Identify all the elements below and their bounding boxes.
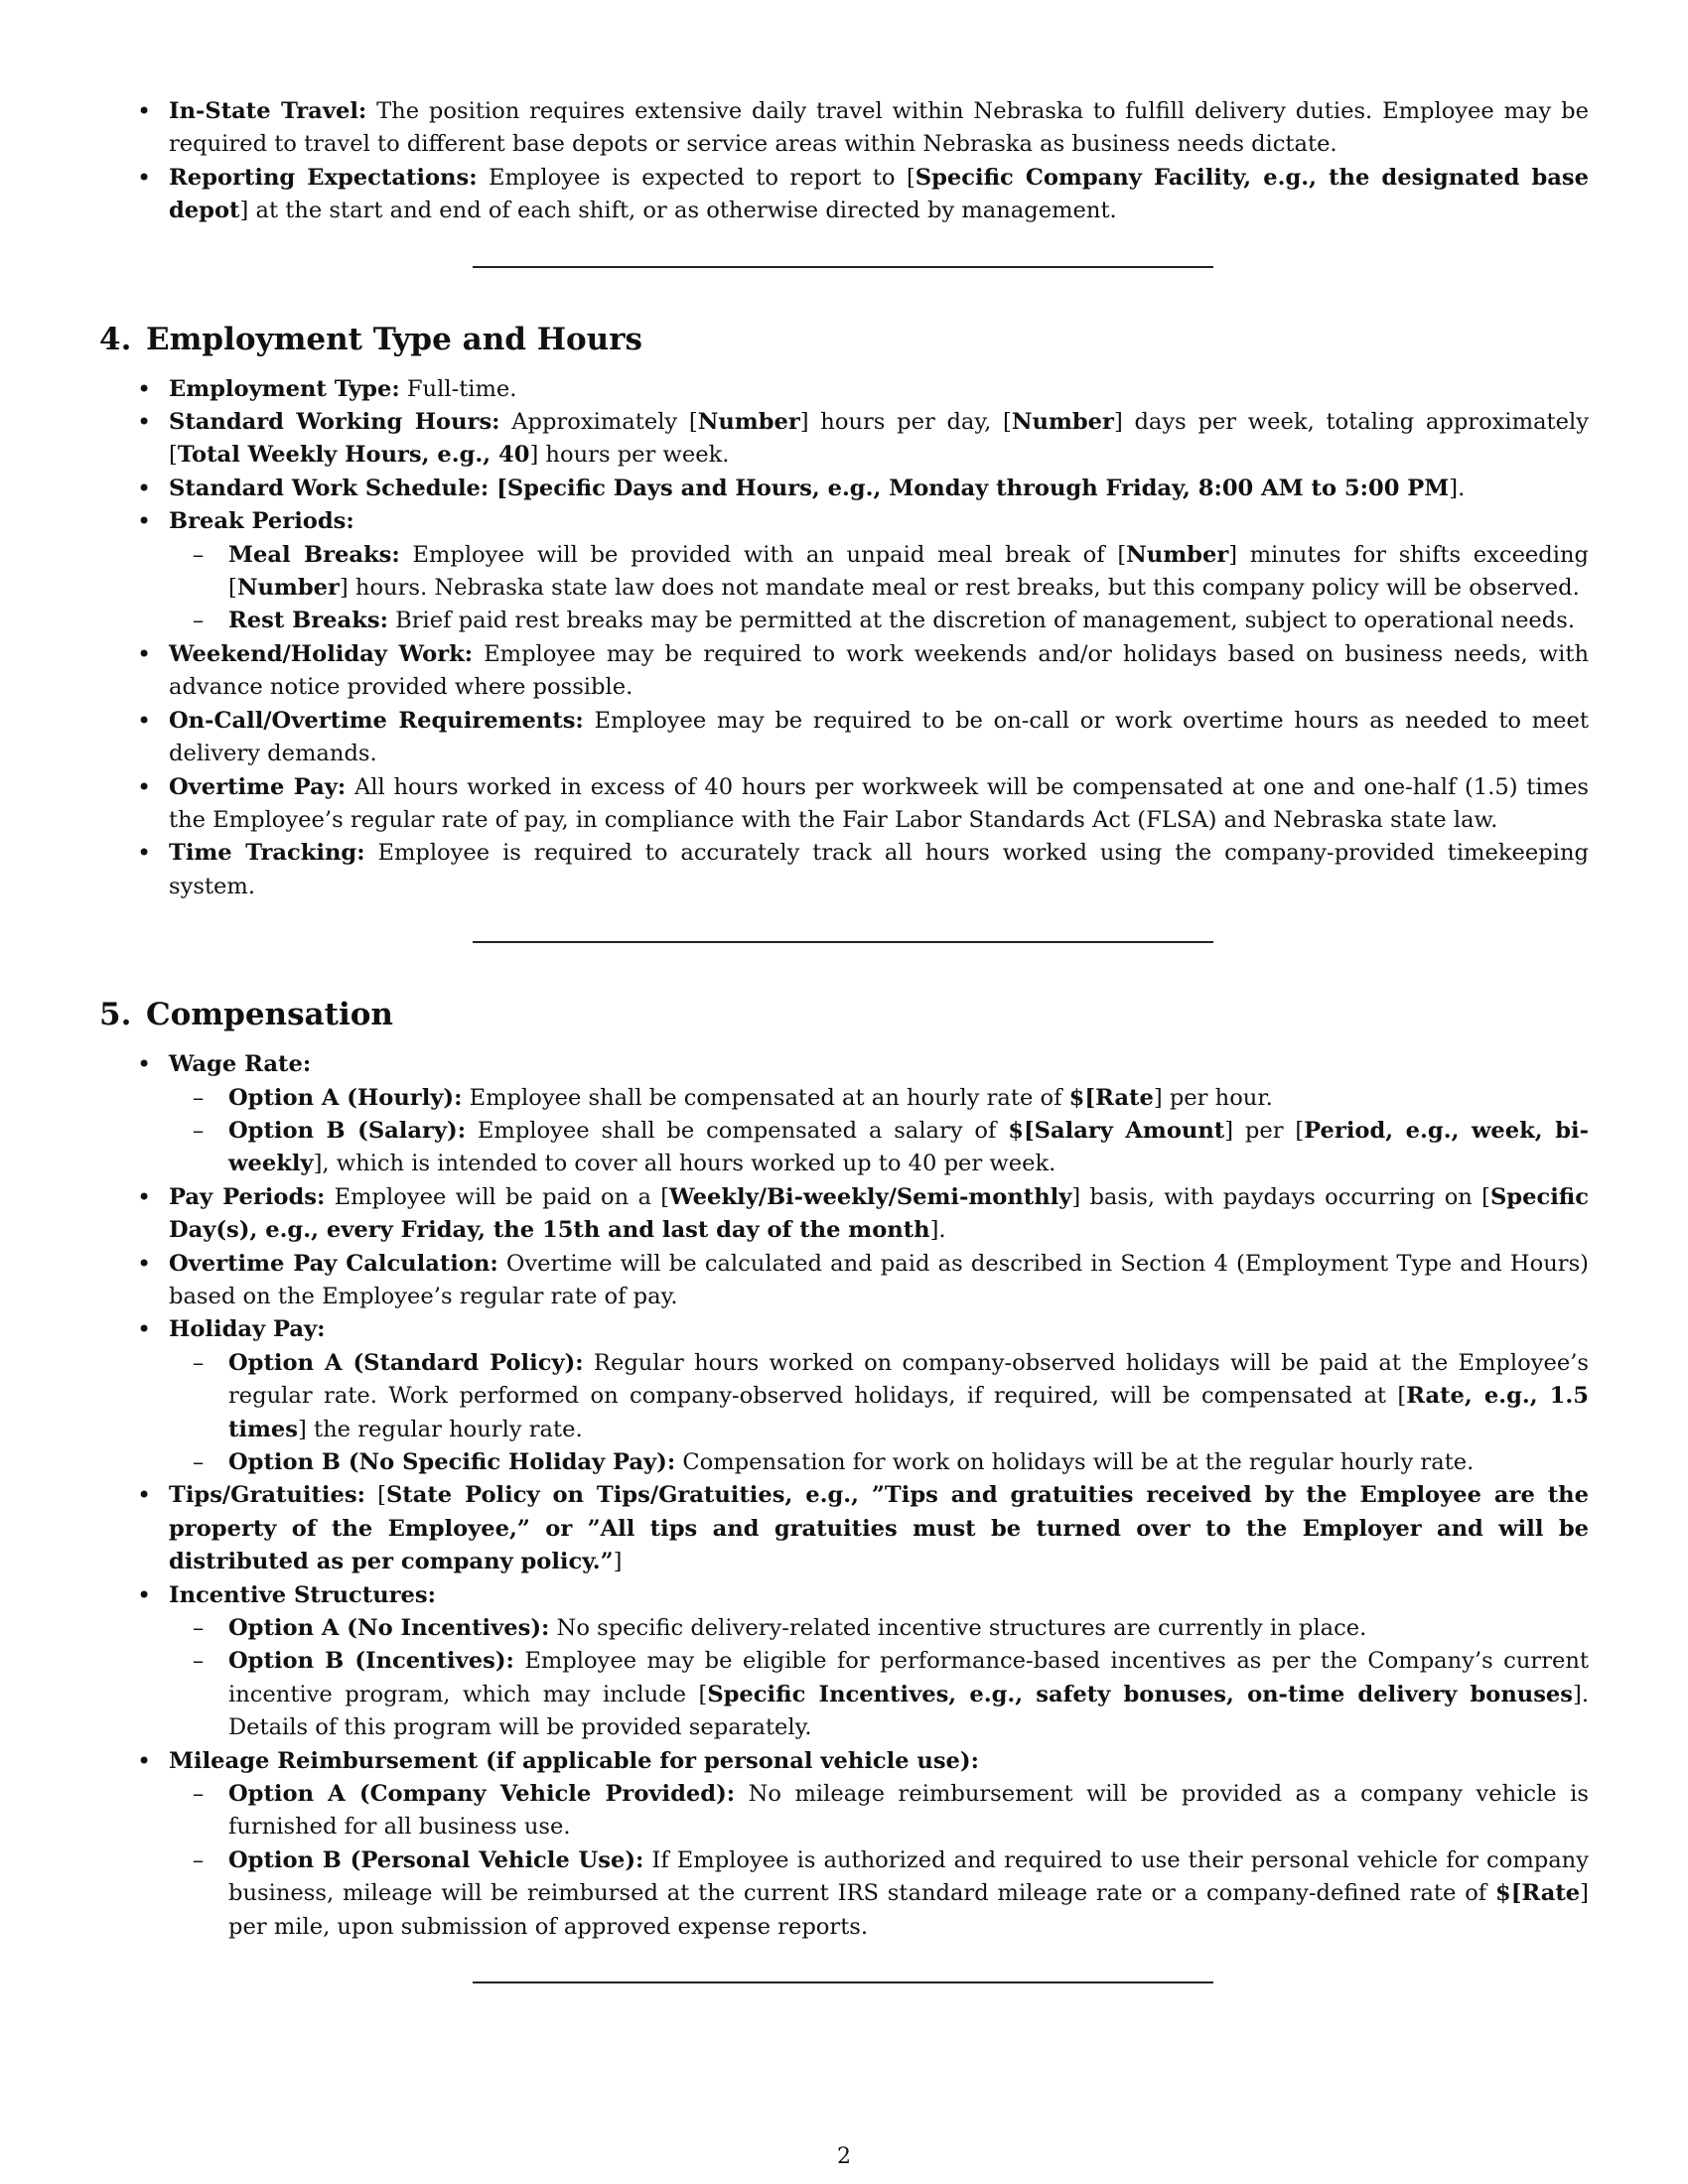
bold-text: Overtime Pay Calculation: (169, 1250, 498, 1277)
body-text: Full-time. (399, 375, 517, 402)
bold-text: Break Periods: (169, 508, 354, 535)
body-text: The position requires extensive daily travel within Nebraska to fulfill delivery duties. Employee may be required to travel to different base depots or service areas within Nebraska as business needs dictate. (169, 98, 1589, 158)
bold-text: Rate, e.g., 1.5 times (228, 1383, 1589, 1442)
body-text: Approximately [ (499, 409, 698, 436)
sub-list (169, 1612, 1589, 1745)
bold-text: Meal Breaks: (228, 541, 400, 568)
body-text: ] at the start and end of each shift, or as otherwise directed by management. (239, 198, 1117, 224)
list-item (99, 162, 1589, 228)
bold-text: On-Call/Overtime Requirements: (169, 707, 584, 734)
list-item (99, 1048, 1589, 1181)
bold-text: Weekend/Holiday Work: (169, 640, 474, 667)
list-item (99, 406, 1589, 473)
bold-text: In-State Travel: (169, 98, 367, 124)
body-text: ] hours per week. (529, 442, 730, 469)
bold-text: Tips/Gratuities: (169, 1482, 365, 1509)
body-text: No mileage reimbursement will be provided as a company vehicle is furnished for all business use. (228, 1781, 1589, 1841)
body-text: ] per mile, upon submission of approved expense reports. (228, 1880, 1589, 1940)
bold-text: Standard Working Hours: (169, 409, 500, 436)
bold-text: Specific Day(s), e.g., every Friday, the 15th and last day of the month (169, 1183, 1589, 1244)
bold-text: Option B (Personal Vehicle Use): (228, 1846, 644, 1873)
list-item (99, 505, 1589, 638)
list-item (99, 1579, 1589, 1745)
section4-list (99, 373, 1589, 904)
bold-text: Option B (Incentives): (228, 1648, 514, 1675)
body-text: ] the regular hourly rate. (298, 1416, 583, 1442)
bold-text: State Policy on Tips/Gratuities, e.g., ”Tips and gratuities received by the Employee are the property of the Employee,” or ”All tips and gratuities must be turned over to the Employer and will be distributed as per company policy.” (169, 1482, 1589, 1575)
sub-list-item (169, 605, 1589, 637)
body-text: Employee shall be compensated a salary of (466, 1117, 1009, 1144)
body-text: Regular hours worked on company-observed holidays will be paid at the Employee’s regular rate. Work performed on company-observed holidays, if required, will be compensated at [ (228, 1349, 1589, 1410)
body-text: Employee is expected to report to [ (477, 164, 915, 191)
bold-text: Specific Incentives, e.g., safety bonuses, on-time delivery bonuses (707, 1681, 1574, 1707)
body-text: ] days per week, totaling approximately [ (169, 409, 1589, 469)
body-text: ]. Details of this program will be provided separately. (228, 1681, 1590, 1741)
travel-list (99, 95, 1589, 228)
bold-text: $[Rate (1495, 1880, 1581, 1907)
body-text: ] hours per day, [ (799, 409, 1012, 436)
sub-list-item (169, 1446, 1589, 1479)
body-text: If Employee is authorized and required to use their personal vehicle for company business, mileage will be reimbursed at the current IRS standard mileage rate or a company-defined rate of (228, 1846, 1589, 1907)
sub-list-item (169, 539, 1589, 606)
section-divider (473, 941, 1213, 943)
body-text: Compensation (146, 997, 393, 1033)
page-number: 2 (837, 2144, 851, 2169)
body-text: ] hours. Nebraska state law does not mandate meal or rest breaks, but this company policy will be observed. (339, 575, 1580, 602)
bold-text: Weekly/Bi-weekly/Semi-monthly (669, 1183, 1072, 1210)
bold-text: Mileage Reimbursement (if applicable for personal vehicle use): (169, 1747, 979, 1774)
bold-text: Option A (Company Vehicle Provided): (228, 1781, 736, 1808)
body-text: Employment Type and Hours (146, 321, 642, 357)
bold-text: Specific Company Facility, e.g., the designated base depot (169, 164, 1589, 224)
sub-list (169, 1778, 1589, 1944)
bold-text: Number (236, 575, 340, 602)
bold-text: Pay Periods: (169, 1183, 326, 1210)
list-item (99, 771, 1589, 838)
bold-text: Specific Days and Hours, e.g., Monday through Friday, 8:00 AM to 5:00 PM (506, 475, 1450, 501)
body-text: All hours worked in excess of 40 hours per workweek will be compensated at one and one-half (1.5) times the Employee’s regular rate of pay, in compliance with the Fair Labor Standards Act (FLSA) and Nebraska state law. (169, 773, 1589, 833)
section-heading (99, 995, 1589, 1034)
bold-text: Holiday Pay: (169, 1316, 326, 1343)
body-text: Employee will be provided with an unpaid meal break of [ (399, 541, 1127, 568)
sub-list (169, 1082, 1589, 1181)
sub-list-item (169, 1115, 1589, 1181)
list-item (99, 1248, 1589, 1314)
body-text: ] per [ (1224, 1117, 1305, 1144)
bold-text: $[Rate (1068, 1084, 1154, 1111)
bold-text: Wage Rate: (169, 1051, 312, 1078)
list-item (99, 95, 1589, 162)
list-item (99, 705, 1589, 771)
bold-text: $[Salary Amount (1008, 1117, 1225, 1144)
bold-text: Period, e.g., week, bi-weekly (228, 1117, 1589, 1177)
body-text: ] basis, with paydays occurring on [ (1071, 1183, 1490, 1210)
sub-list-item (169, 1612, 1589, 1645)
body-text: Employee will be paid on a [ (325, 1183, 670, 1210)
sub-list-item (169, 1844, 1589, 1944)
body-text: Overtime will be calculated and paid as described in Section 4 (Employment Type and Hours) based on the Employee’s regular rate of pay. (169, 1250, 1589, 1309)
sub-list-item (169, 1082, 1589, 1115)
body-text: Employee may be required to work weekends and/or holidays based on business needs, with advance notice provided where possible. (169, 640, 1589, 701)
sub-list (169, 1347, 1589, 1480)
body-text: ] minutes for shifts exceeding [ (228, 541, 1590, 602)
bold-text: Overtime Pay: (169, 773, 347, 800)
body-text: Brief paid rest breaks may be permitted at the discretion of management, subject to operational needs. (387, 608, 1576, 634)
list-item (99, 1745, 1589, 1944)
bold-text: Reporting Expectations: (169, 164, 478, 191)
bold-text: Number (1011, 409, 1114, 436)
bold-text: Option B (No Specific Holiday Pay): (228, 1449, 676, 1475)
bold-text: Employment Type: (169, 375, 400, 402)
body-text: [ (364, 1482, 386, 1509)
bold-text: Number (697, 409, 800, 436)
body-text: Employee shall be compensated at an hourly rate of (462, 1084, 1069, 1111)
bold-text: Standard Work Schedule: (169, 475, 490, 501)
body-text: ] per hour. (1153, 1084, 1273, 1111)
bold-text: Time Tracking: (169, 840, 365, 867)
body-text: Employee is required to accurately track all hours worked using the company-provided timekeeping system. (169, 840, 1589, 899)
bold-text: Total Weekly Hours, e.g., 40 (177, 442, 530, 469)
sub-list-item (169, 1347, 1589, 1446)
bold-text: Rest Breaks: (228, 608, 388, 634)
bold-text: Option A (No Incentives): (228, 1615, 550, 1642)
body-text: No specific delivery-related incentive structures are currently in place. (549, 1615, 1367, 1642)
list-item (99, 837, 1589, 903)
body-text: ]. (1449, 475, 1466, 501)
body-text: ], which is intended to cover all hours worked up to 40 per week. (313, 1151, 1056, 1177)
bold-text: [ (489, 475, 507, 501)
body-text: Employee may be required to be on-call or work overtime hours as needed to meet delivery demands. (169, 707, 1589, 767)
sub-list (169, 539, 1589, 638)
body-text: 5. (99, 997, 132, 1033)
body-text: Employee may be eligible for performance-based incentives as per the Company’s current incentive program, which may include [ (228, 1648, 1589, 1707)
list-item (99, 473, 1589, 505)
section-divider (473, 1981, 1213, 1983)
section-divider (473, 266, 1213, 268)
sub-list-item (169, 1645, 1589, 1744)
bold-text: Option A (Hourly): (228, 1084, 463, 1111)
list-item (99, 1313, 1589, 1479)
bold-text: Incentive Structures: (169, 1581, 436, 1608)
body-text: ] (613, 1549, 623, 1575)
list-item (99, 373, 1589, 406)
bold-text: Option A (Standard Policy): (228, 1349, 584, 1376)
section5-list (99, 1048, 1589, 1944)
list-item (99, 638, 1589, 705)
section-heading (99, 320, 1589, 359)
sub-list-item (169, 1778, 1589, 1844)
list-item (99, 1479, 1589, 1578)
body-text: Compensation for work on holidays will be at the regular hourly rate. (675, 1449, 1475, 1475)
bold-text: Option B (Salary): (228, 1117, 467, 1144)
bold-text: Number (1126, 541, 1229, 568)
document-page (99, 95, 1589, 1983)
list-item (99, 1181, 1589, 1248)
body-text: 4. (99, 321, 132, 357)
body-text: ]. (929, 1217, 946, 1244)
